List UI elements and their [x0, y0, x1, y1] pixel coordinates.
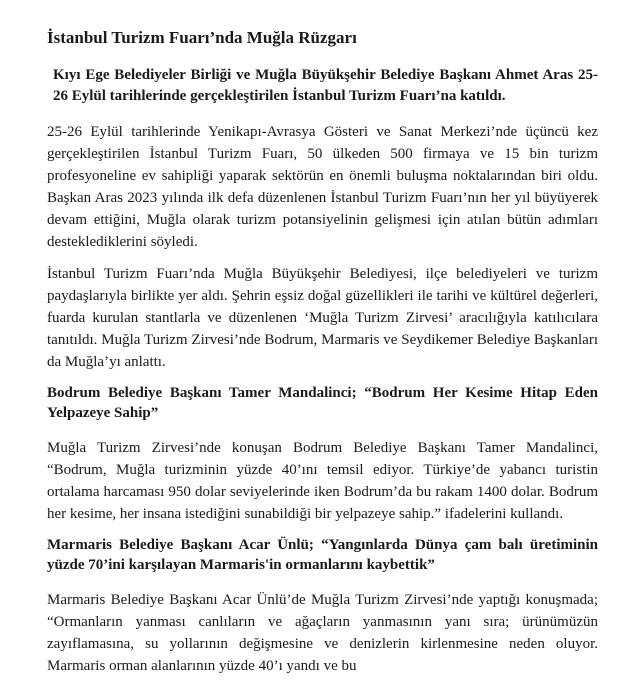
paragraph: 25-26 Eylül tarihlerinde Yenikapı-Avrasya Gösteri ve Sanat Merkezi’nde üçüncü kez gerçekleştirilen İstanbul Turizm Fuarı, 50 ülkeden 500 firmaya ve 15 bin turizm profesyoneline ev sahipliği yaparak sektörün en önemli buluşma noktalarından biri oldu. Başkan Aras 2023 yılında ilk defa düzenlenen İstanbul Turizm Fuarı’nın her yıl büyüyerek devam ettiğini, Muğla olarak turizm potansiyelinin gelişmesi için atılan bütün adımları desteklediklerini söyledi. — [47, 124, 598, 250]
section-heading-bodrum: Bodrum Belediye Başkanı Tamer Mandalinci; “Bodrum Her Kesime Hitap Eden Yelpazeye Sahip” — [47, 385, 598, 421]
article-lead: Kıyı Ege Belediyeler Birliği ve Muğla Büyükşehir Belediye Başkanı Ahmet Aras 25-26 Eylül tarihlerinde gerçekleştirilen İstanbul Turizm Fuarı’na katıldı. — [53, 67, 598, 104]
article-title: İstanbul Turizm Fuarı’nda Muğla Rüzgarı — [47, 28, 357, 47]
paragraph: İstanbul Turizm Fuarı’nda Muğla Büyükşehir Belediyesi, ilçe belediyeleri ve turizm paydaşlarıyla birlikte yer aldı. Şehrin eşsiz doğal güzellikleri ile tarihi ve kültürel değerleri, fuarda kurulan stantlarla ve düzenlenen ‘Muğla Turizm Zirvesi’ aracılığıyla katılıcılara tanıtıldı. Muğla Turizm Zirvesi’nde Bodrum, Marmaris ve Seydikemer Belediye Başkanları da Muğla’yı anlattı. — [47, 266, 598, 370]
article — [47, 27, 598, 687]
paragraph: Marmaris Belediye Başkanı Acar Ünlü’de Muğla Turizm Zirvesi’nde yaptığı konuşmada; “Ormanların yanması canlıların ve ağaçların yanmasının yanı sıra; ürünümüzün zayıflamasına, su yollarının değişmesine ve denizlerin kirlenmesine neden oluyor. Marmaris orman alanlarının yüzde 40’ı yandı ve bu — [47, 592, 598, 674]
section-heading-marmaris: Marmaris Belediye Başkanı Acar Ünlü; “Yangınlarda Dünya çam balı üretiminin yüzde 70’ini karşılayan Marmaris'in ormanlarını kaybettik” — [47, 537, 598, 573]
paragraph: Muğla Turizm Zirvesi’nde konuşan Bodrum Belediye Başkanı Tamer Mandalinci, “Bodrum, Muğla turizminin yüzde 40’ını temsil ediyor. Türkiye’de yabancı turistin ortalama harcaması 950 dolar seviyelerinde iken Bodrum’da bu rakam 1400 dolar. Bodrum her kesime, her insana istediğini sunabildiği bir yelpazeye sahip.” ifadelerini kullandı. — [47, 440, 598, 522]
